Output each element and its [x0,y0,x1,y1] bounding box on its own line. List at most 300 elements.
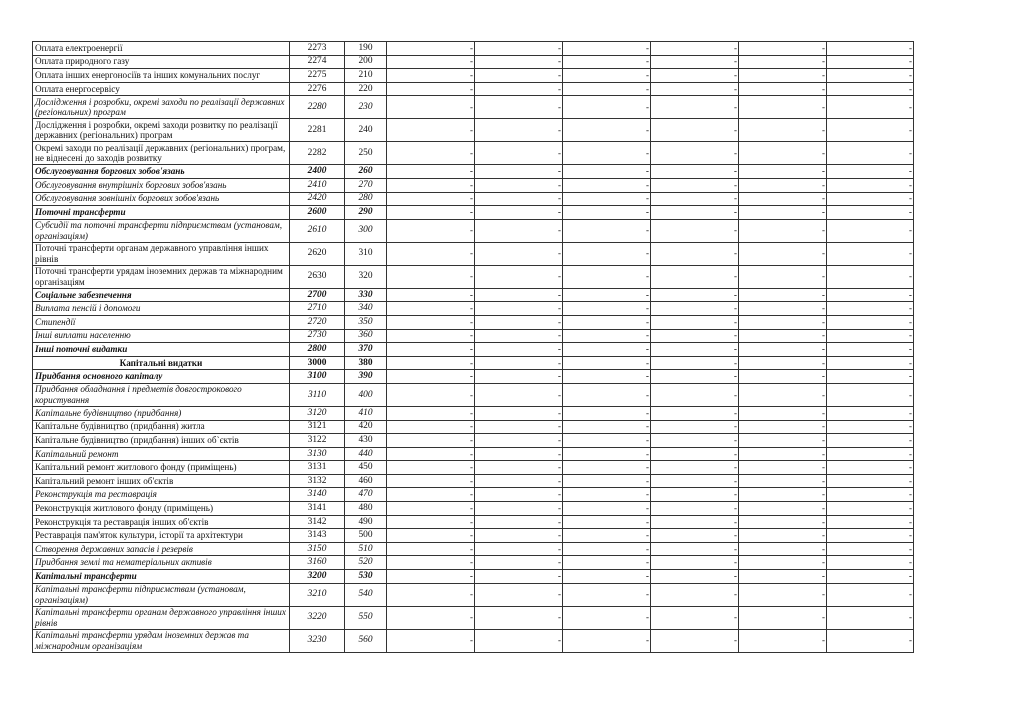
amount-cell: - [651,119,739,142]
amount-cell: - [827,165,914,179]
amount-cell: - [563,242,651,265]
table-row [33,474,914,488]
amount-cell: - [563,42,651,56]
amount-cell: - [827,629,914,652]
row-number-cell: 200 [345,55,387,69]
row-number-cell: 320 [345,265,387,288]
amount-cell: - [563,570,651,584]
amount-cell: - [475,288,563,302]
amount-cell: - [387,343,475,357]
amount-cell: - [563,96,651,119]
amount-cell: - [475,242,563,265]
amount-cell: - [739,556,827,570]
expense-name-cell: Капітальне будівництво (придбання) інших об`єктів [33,434,290,448]
table-row [33,329,914,343]
table-row [33,165,914,179]
row-number-cell: 460 [345,474,387,488]
row-number-cell: 500 [345,529,387,543]
table-row [33,461,914,475]
expense-name-cell: Капітальне будівництво (придбання) житла [33,420,290,434]
kekv-code-cell: 3120 [290,406,345,420]
amount-cell: - [475,329,563,343]
amount-cell: - [739,82,827,96]
amount-cell: - [739,55,827,69]
amount-cell: - [475,82,563,96]
amount-cell: - [475,447,563,461]
amount-cell: - [563,461,651,475]
amount-cell: - [739,420,827,434]
amount-cell: - [387,434,475,448]
kekv-code-cell: 3210 [290,583,345,606]
amount-cell: - [827,529,914,543]
amount-cell: - [563,192,651,206]
expense-name-cell: Дослідження і розробки, окремі заходи по реалізації державних (регіональних) програм [33,96,290,119]
amount-cell: - [563,315,651,329]
amount-cell: - [387,192,475,206]
row-number-cell: 550 [345,606,387,629]
kekv-code-cell: 2275 [290,69,345,83]
amount-cell: - [563,515,651,529]
kekv-code-cell: 3230 [290,629,345,652]
kekv-code-cell: 3130 [290,447,345,461]
amount-cell: - [387,542,475,556]
table-row [33,69,914,83]
amount-cell: - [827,515,914,529]
expense-name-cell: Оплата природного газу [33,55,290,69]
amount-cell: - [739,529,827,543]
amount-cell: - [739,265,827,288]
table-row [33,542,914,556]
table-row [33,370,914,384]
amount-cell: - [739,69,827,83]
amount-cell: - [651,142,739,165]
amount-cell: - [739,474,827,488]
amount-cell: - [827,96,914,119]
amount-cell: - [827,502,914,516]
amount-cell: - [563,165,651,179]
amount-cell: - [651,69,739,83]
expense-name-cell: Капітальні трансферти органам державного управління інших рівнів [33,606,290,629]
amount-cell: - [563,329,651,343]
row-number-cell: 370 [345,343,387,357]
amount-cell: - [563,119,651,142]
kekv-code-cell: 2400 [290,165,345,179]
row-number-cell: 510 [345,542,387,556]
amount-cell: - [387,356,475,370]
row-number-cell: 360 [345,329,387,343]
amount-cell: - [827,570,914,584]
amount-cell: - [651,288,739,302]
amount-cell: - [739,178,827,192]
amount-cell: - [475,461,563,475]
amount-cell: - [475,343,563,357]
amount-cell: - [651,165,739,179]
amount-cell: - [827,356,914,370]
amount-cell: - [387,515,475,529]
amount-cell: - [651,242,739,265]
amount-cell: - [651,356,739,370]
expense-name-cell: Субсидії та поточні трансферти підприємствам (установам, організаціям) [33,219,290,242]
table-row [33,343,914,357]
amount-cell: - [475,556,563,570]
amount-cell: - [563,502,651,516]
kekv-code-cell: 3100 [290,370,345,384]
expense-name-cell: Капітальні видатки [33,356,290,370]
kekv-code-cell: 3110 [290,383,345,406]
amount-cell: - [739,242,827,265]
table-row [33,96,914,119]
row-number-cell: 420 [345,420,387,434]
row-number-cell: 300 [345,219,387,242]
amount-cell: - [563,343,651,357]
row-number-cell: 260 [345,165,387,179]
amount-cell: - [827,69,914,83]
amount-cell: - [827,265,914,288]
amount-cell: - [563,420,651,434]
amount-cell: - [563,69,651,83]
amount-cell: - [827,206,914,220]
row-number-cell: 250 [345,142,387,165]
kekv-code-cell: 2630 [290,265,345,288]
kekv-code-cell: 3121 [290,420,345,434]
amount-cell: - [739,515,827,529]
expense-name-cell: Капітальні трансферти урядам іноземних держав та міжнародним організаціям [33,629,290,652]
expense-name-cell: Поточні трансферти органам державного управління інших рівнів [33,242,290,265]
expense-name-cell: Капітальний ремонт [33,447,290,461]
amount-cell: - [827,119,914,142]
amount-cell: - [563,447,651,461]
amount-cell: - [475,206,563,220]
amount-cell: - [475,583,563,606]
row-number-cell: 280 [345,192,387,206]
amount-cell: - [475,502,563,516]
amount-cell: - [739,370,827,384]
row-number-cell: 230 [345,96,387,119]
table-row [33,606,914,629]
amount-cell: - [475,383,563,406]
amount-cell: - [739,315,827,329]
table-row [33,406,914,420]
amount-cell: - [475,542,563,556]
expense-name-cell: Оплата енергосервісу [33,82,290,96]
amount-cell: - [387,570,475,584]
amount-cell: - [651,502,739,516]
row-number-cell: 190 [345,42,387,56]
amount-cell: - [563,288,651,302]
amount-cell: - [475,570,563,584]
kekv-code-cell: 2600 [290,206,345,220]
amount-cell: - [475,420,563,434]
kekv-code-cell: 3150 [290,542,345,556]
amount-cell: - [827,42,914,56]
expense-name-cell: Капітальні трансферти підприємствам (установам, організаціям) [33,583,290,606]
row-number-cell: 440 [345,447,387,461]
amount-cell: - [651,329,739,343]
amount-cell: - [651,461,739,475]
amount-cell: - [475,515,563,529]
amount-cell: - [563,356,651,370]
amount-cell: - [475,165,563,179]
expense-name-cell: Придбання основного капіталу [33,370,290,384]
amount-cell: - [651,474,739,488]
kekv-code-cell: 2700 [290,288,345,302]
amount-cell: - [563,556,651,570]
amount-cell: - [739,302,827,316]
amount-cell: - [651,556,739,570]
expense-name-cell: Дослідження і розробки, окремі заходи розвитку по реалізації державних (регіональних) програм [33,119,290,142]
expense-name-cell: Оплата інших енергоносіїв та інших комунальних послуг [33,69,290,83]
amount-cell: - [651,447,739,461]
amount-cell: - [827,142,914,165]
table-row [33,265,914,288]
kekv-code-cell: 2620 [290,242,345,265]
table-row [33,42,914,56]
amount-cell: - [739,119,827,142]
amount-cell: - [651,219,739,242]
amount-cell: - [475,178,563,192]
kekv-code-cell: 3141 [290,502,345,516]
amount-cell: - [387,178,475,192]
amount-cell: - [563,383,651,406]
expense-name-cell: Стипендії [33,315,290,329]
amount-cell: - [387,242,475,265]
table-row [33,192,914,206]
amount-cell: - [563,488,651,502]
amount-cell: - [651,515,739,529]
amount-cell: - [387,142,475,165]
row-number-cell: 240 [345,119,387,142]
table-row [33,142,914,165]
amount-cell: - [651,434,739,448]
amount-cell: - [827,329,914,343]
amount-cell: - [387,420,475,434]
expense-name-cell: Обслуговування зовнішніх боргових зобов'язань [33,192,290,206]
amount-cell: - [387,265,475,288]
table-row [33,356,914,370]
amount-cell: - [387,406,475,420]
row-number-cell: 270 [345,178,387,192]
amount-cell: - [739,583,827,606]
amount-cell: - [739,343,827,357]
amount-cell: - [387,502,475,516]
expense-name-cell: Реконструкція житлового фонду (приміщень) [33,502,290,516]
amount-cell: - [739,329,827,343]
row-number-cell: 400 [345,383,387,406]
amount-cell: - [563,370,651,384]
amount-cell: - [387,42,475,56]
table-row [33,570,914,584]
expense-name-cell: Обслуговування боргових зобов'язань [33,165,290,179]
expense-name-cell: Окремі заходи по реалізації державних (регіональних) програм, не віднесені до заходів розвитку [33,142,290,165]
table-row [33,119,914,142]
amount-cell: - [827,288,914,302]
amount-cell: - [563,542,651,556]
amount-cell: - [387,82,475,96]
kekv-code-cell: 2276 [290,82,345,96]
amount-cell: - [651,178,739,192]
expenditure-table [32,41,914,653]
kekv-code-cell: 2420 [290,192,345,206]
table-row [33,515,914,529]
amount-cell: - [739,96,827,119]
amount-cell: - [387,383,475,406]
amount-cell: - [827,55,914,69]
row-number-cell: 520 [345,556,387,570]
amount-cell: - [563,606,651,629]
amount-cell: - [651,42,739,56]
amount-cell: - [387,556,475,570]
amount-cell: - [827,178,914,192]
table-row [33,383,914,406]
kekv-code-cell: 3131 [290,461,345,475]
amount-cell: - [651,265,739,288]
expense-name-cell: Обслуговування внутрішніх боргових зобов'язань [33,178,290,192]
row-number-cell: 430 [345,434,387,448]
amount-cell: - [387,488,475,502]
amount-cell: - [739,206,827,220]
amount-cell: - [739,356,827,370]
amount-cell: - [651,206,739,220]
amount-cell: - [739,434,827,448]
table-row [33,82,914,96]
amount-cell: - [739,606,827,629]
amount-cell: - [651,570,739,584]
amount-cell: - [651,529,739,543]
amount-cell: - [387,583,475,606]
amount-cell: - [387,315,475,329]
amount-cell: - [827,219,914,242]
amount-cell: - [827,420,914,434]
amount-cell: - [387,329,475,343]
amount-cell: - [475,42,563,56]
amount-cell: - [387,474,475,488]
amount-cell: - [387,529,475,543]
amount-cell: - [651,542,739,556]
expense-name-cell: Капітальний ремонт інших об'єктів [33,474,290,488]
amount-cell: - [651,82,739,96]
amount-cell: - [827,606,914,629]
amount-cell: - [827,302,914,316]
amount-cell: - [475,488,563,502]
expense-name-cell: Реставрація пам'яток культури, історії та архітектури [33,529,290,543]
amount-cell: - [475,96,563,119]
amount-cell: - [651,302,739,316]
table-row [33,206,914,220]
kekv-code-cell: 2710 [290,302,345,316]
table-row [33,583,914,606]
table-row [33,629,914,652]
kekv-code-cell: 2610 [290,219,345,242]
amount-cell: - [387,288,475,302]
table-row [33,288,914,302]
amount-cell: - [827,542,914,556]
table-row [33,529,914,543]
amount-cell: - [387,69,475,83]
amount-cell: - [387,219,475,242]
expense-name-cell: Придбання землі та нематеріальних активів [33,556,290,570]
kekv-code-cell: 2720 [290,315,345,329]
expense-name-cell: Реконструкція та реставрація [33,488,290,502]
row-number-cell: 530 [345,570,387,584]
kekv-code-cell: 2730 [290,329,345,343]
kekv-code-cell: 2800 [290,343,345,357]
amount-cell: - [563,583,651,606]
amount-cell: - [475,474,563,488]
table-row [33,420,914,434]
amount-cell: - [827,242,914,265]
amount-cell: - [651,55,739,69]
amount-cell: - [387,629,475,652]
table-row [33,178,914,192]
row-number-cell: 560 [345,629,387,652]
expense-name-cell: Придбання обладнання і предметів довгострокового користування [33,383,290,406]
kekv-code-cell: 2410 [290,178,345,192]
amount-cell: - [739,447,827,461]
amount-cell: - [475,434,563,448]
amount-cell: - [827,406,914,420]
amount-cell: - [387,302,475,316]
amount-cell: - [651,629,739,652]
expense-name-cell: Капітальний ремонт житлового фонду (приміщень) [33,461,290,475]
table-row [33,488,914,502]
amount-cell: - [651,420,739,434]
amount-cell: - [475,315,563,329]
amount-cell: - [651,488,739,502]
row-number-cell: 340 [345,302,387,316]
expense-name-cell: Поточні трансферти урядам іноземних держав та міжнародним організаціям [33,265,290,288]
row-number-cell: 350 [345,315,387,329]
amount-cell: - [827,192,914,206]
amount-cell: - [739,570,827,584]
amount-cell: - [651,583,739,606]
amount-cell: - [563,474,651,488]
amount-cell: - [563,219,651,242]
amount-cell: - [651,343,739,357]
row-number-cell: 470 [345,488,387,502]
amount-cell: - [387,119,475,142]
row-number-cell: 490 [345,515,387,529]
amount-cell: - [387,206,475,220]
expense-name-cell: Виплата пенсій і допомоги [33,302,290,316]
kekv-code-cell: 2281 [290,119,345,142]
amount-cell: - [827,583,914,606]
amount-cell: - [651,406,739,420]
kekv-code-cell: 2282 [290,142,345,165]
kekv-code-cell: 3220 [290,606,345,629]
amount-cell: - [387,461,475,475]
amount-cell: - [475,302,563,316]
amount-cell: - [739,629,827,652]
expenditure-table-body [33,42,914,653]
amount-cell: - [475,606,563,629]
amount-cell: - [475,219,563,242]
table-row [33,302,914,316]
amount-cell: - [475,265,563,288]
row-number-cell: 390 [345,370,387,384]
amount-cell: - [475,55,563,69]
amount-cell: - [827,447,914,461]
kekv-code-cell: 3160 [290,556,345,570]
expense-name-cell: Поточні трансферти [33,206,290,220]
table-row [33,434,914,448]
amount-cell: - [475,406,563,420]
amount-cell: - [827,82,914,96]
kekv-code-cell: 3140 [290,488,345,502]
row-number-cell: 330 [345,288,387,302]
amount-cell: - [739,288,827,302]
amount-cell: - [739,219,827,242]
kekv-code-cell: 2274 [290,55,345,69]
